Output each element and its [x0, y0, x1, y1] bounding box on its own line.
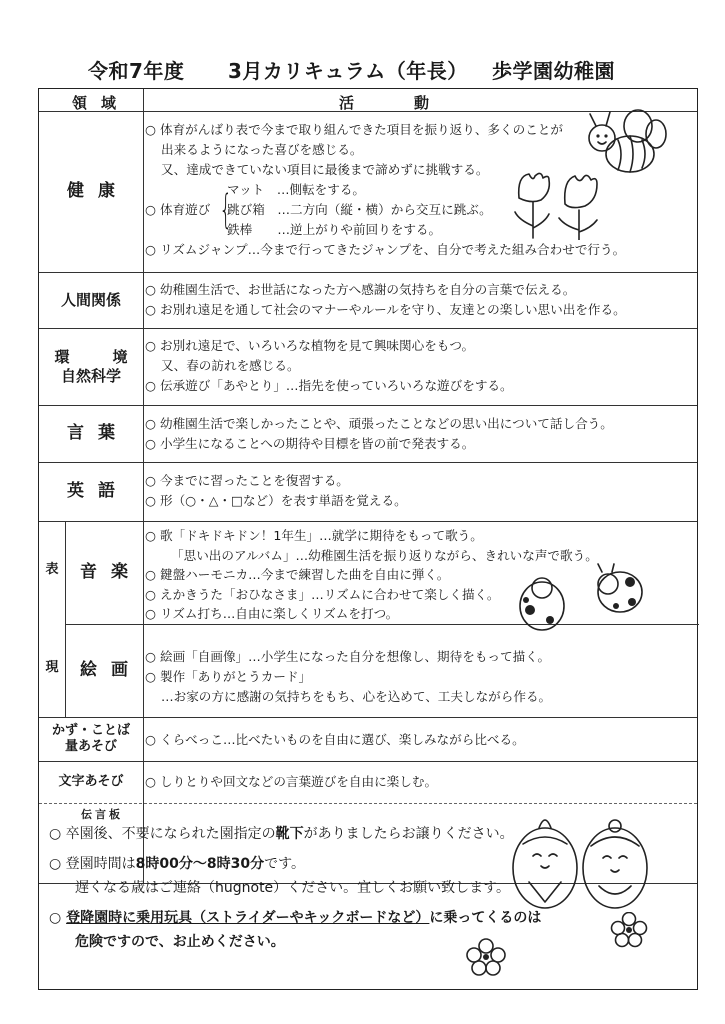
list-item: 鉄棒 …逆上がりや前回りをする。	[227, 222, 442, 237]
content-environment	[145, 336, 691, 396]
label-language: 言葉	[67, 422, 129, 443]
column-divider	[143, 89, 144, 883]
title-school: 歩学園幼稚園	[492, 59, 615, 83]
list-item: 跳び箱 …二方向（縦・横）から交互に跳ぶ。	[227, 202, 492, 217]
content-art	[145, 647, 691, 707]
label-expression: 表 現	[45, 561, 59, 675]
label-letters: 文字あそび	[58, 773, 124, 789]
list-item: マット …側転をする。	[227, 182, 366, 197]
list-item: ○ 幼稚園生活で楽しかったことや、頑張ったことなどの思い出について話し合う。	[145, 416, 613, 431]
list-item: ○ 体育遊び	[145, 202, 211, 217]
label-environment: 環 境 自然科学	[54, 347, 142, 385]
list-item: ○ お別れ遠足で、いろいろな植物を見て興味関心をもつ。	[145, 338, 475, 353]
hina-dolls-illustration	[505, 812, 653, 912]
notice-ride-on-toys-line2: 危険ですので、お止めください。	[75, 934, 285, 950]
list-item: ○ リズム打ち…自由に楽しくリズムを打つ。	[145, 606, 399, 621]
list-item: 出来るようになった喜びを感じる。	[161, 142, 363, 157]
label-art: 絵画	[80, 659, 142, 680]
header-activity: 活動	[339, 94, 490, 112]
list-item: ○ しりとりや回文などの言葉遊びを自由に楽しむ。	[145, 774, 438, 789]
flower-illustration	[466, 938, 506, 976]
content-numbers	[145, 730, 691, 750]
document-title	[0, 55, 725, 87]
notice-ride-on-toys: ○ 登降園時に乗用玩具（ストライダーやキックボードなど）に乗ってくるのは	[49, 910, 542, 926]
list-item: ○ 小学生になることへの期待や目標を皆の前で発表する。	[145, 436, 475, 451]
list-item: ○ リズムジャンプ…今まで行ってきたジャンプを、自分で考えた組み合わせで行う。	[145, 242, 626, 257]
list-item: 「思い出のアルバム」…幼稚園生活を振り返りながら、きれいな声で歌う。	[171, 547, 598, 563]
list-item: ○ くらべっこ…比べたいものを自由に選び、楽しみながら比べる。	[145, 732, 525, 747]
list-item: ○ 体育がんばり表で今まで取り組んできた項目を振り返り、多くのことが	[145, 122, 563, 137]
content-letters	[145, 772, 691, 792]
label-numbers: かず・ことば 量あそび	[51, 722, 130, 754]
brace: {	[219, 187, 233, 233]
notice-arrival-time-line2: 遅くなる歳はご連絡（hugnote）ください。宜しくお願い致します。	[75, 880, 511, 896]
notice-socks: ○ 卒園後、不要になられた園指定の靴下がありましたらお譲りください。	[49, 826, 514, 842]
label-music: 音楽	[80, 561, 142, 582]
label-english: 英語	[67, 480, 129, 501]
list-item: ○ お別れ遠足を通して社会のマナーやルールを守り、友達との楽しい思い出を作る。	[145, 302, 626, 317]
content-english	[145, 471, 691, 511]
list-item: ○ 鍵盤ハーモニカ…今まで練習した曲を自由に弾く。	[145, 567, 450, 582]
list-item: ○ 製作「ありがとうカード」	[145, 669, 312, 684]
title-curriculum: 3月カリキュラム（年長）	[228, 59, 468, 83]
list-item: ○ えかきうた「おひなさま」…リズムに合わせて楽しく描く。	[145, 586, 500, 602]
tulip-illustration	[505, 170, 615, 240]
list-item: …お家の方に感謝の気持ちをもち、心を込めて、工夫しながら作る。	[161, 689, 552, 704]
list-item: ○ 歌「ドキドキドン！1年生」…就学に期待をもって歌う。	[145, 528, 483, 543]
row-divider	[39, 803, 697, 804]
list-item: ○ 伝承遊び「あやとり」…指先を使っていろいろな遊びをする。	[145, 378, 513, 393]
content-relations	[145, 280, 691, 320]
board-title: 伝言板	[81, 808, 123, 821]
list-item: 又、達成できていない項目に最後まで諦めずに挑戦する。	[161, 162, 489, 177]
list-item: ○ 絵画「自画像」…小学生になった自分を想像し、期待をもって描く。	[145, 649, 551, 664]
header-domain: 領域	[72, 94, 131, 112]
label-health: 健康	[67, 180, 129, 201]
list-item: ○ 形（○・△・□など）を表す単語を覚える。	[145, 493, 407, 508]
notice-arrival-time: ○ 登園時間は8時00分〜8時30分です。	[49, 856, 306, 872]
list-item: ○ 今までに習ったことを復習する。	[145, 473, 349, 488]
content-language	[145, 414, 691, 454]
flower-illustration	[610, 912, 648, 948]
title-year: 令和7年度	[88, 59, 185, 83]
label-relations: 人間関係	[60, 290, 121, 309]
ladybug-illustration	[512, 562, 652, 640]
list-item: 又、春の訪れを感じる。	[161, 358, 300, 373]
list-item: ○ 幼稚園生活で、お世話になった方へ感謝の気持ちを自分の言葉で伝える。	[145, 282, 576, 297]
